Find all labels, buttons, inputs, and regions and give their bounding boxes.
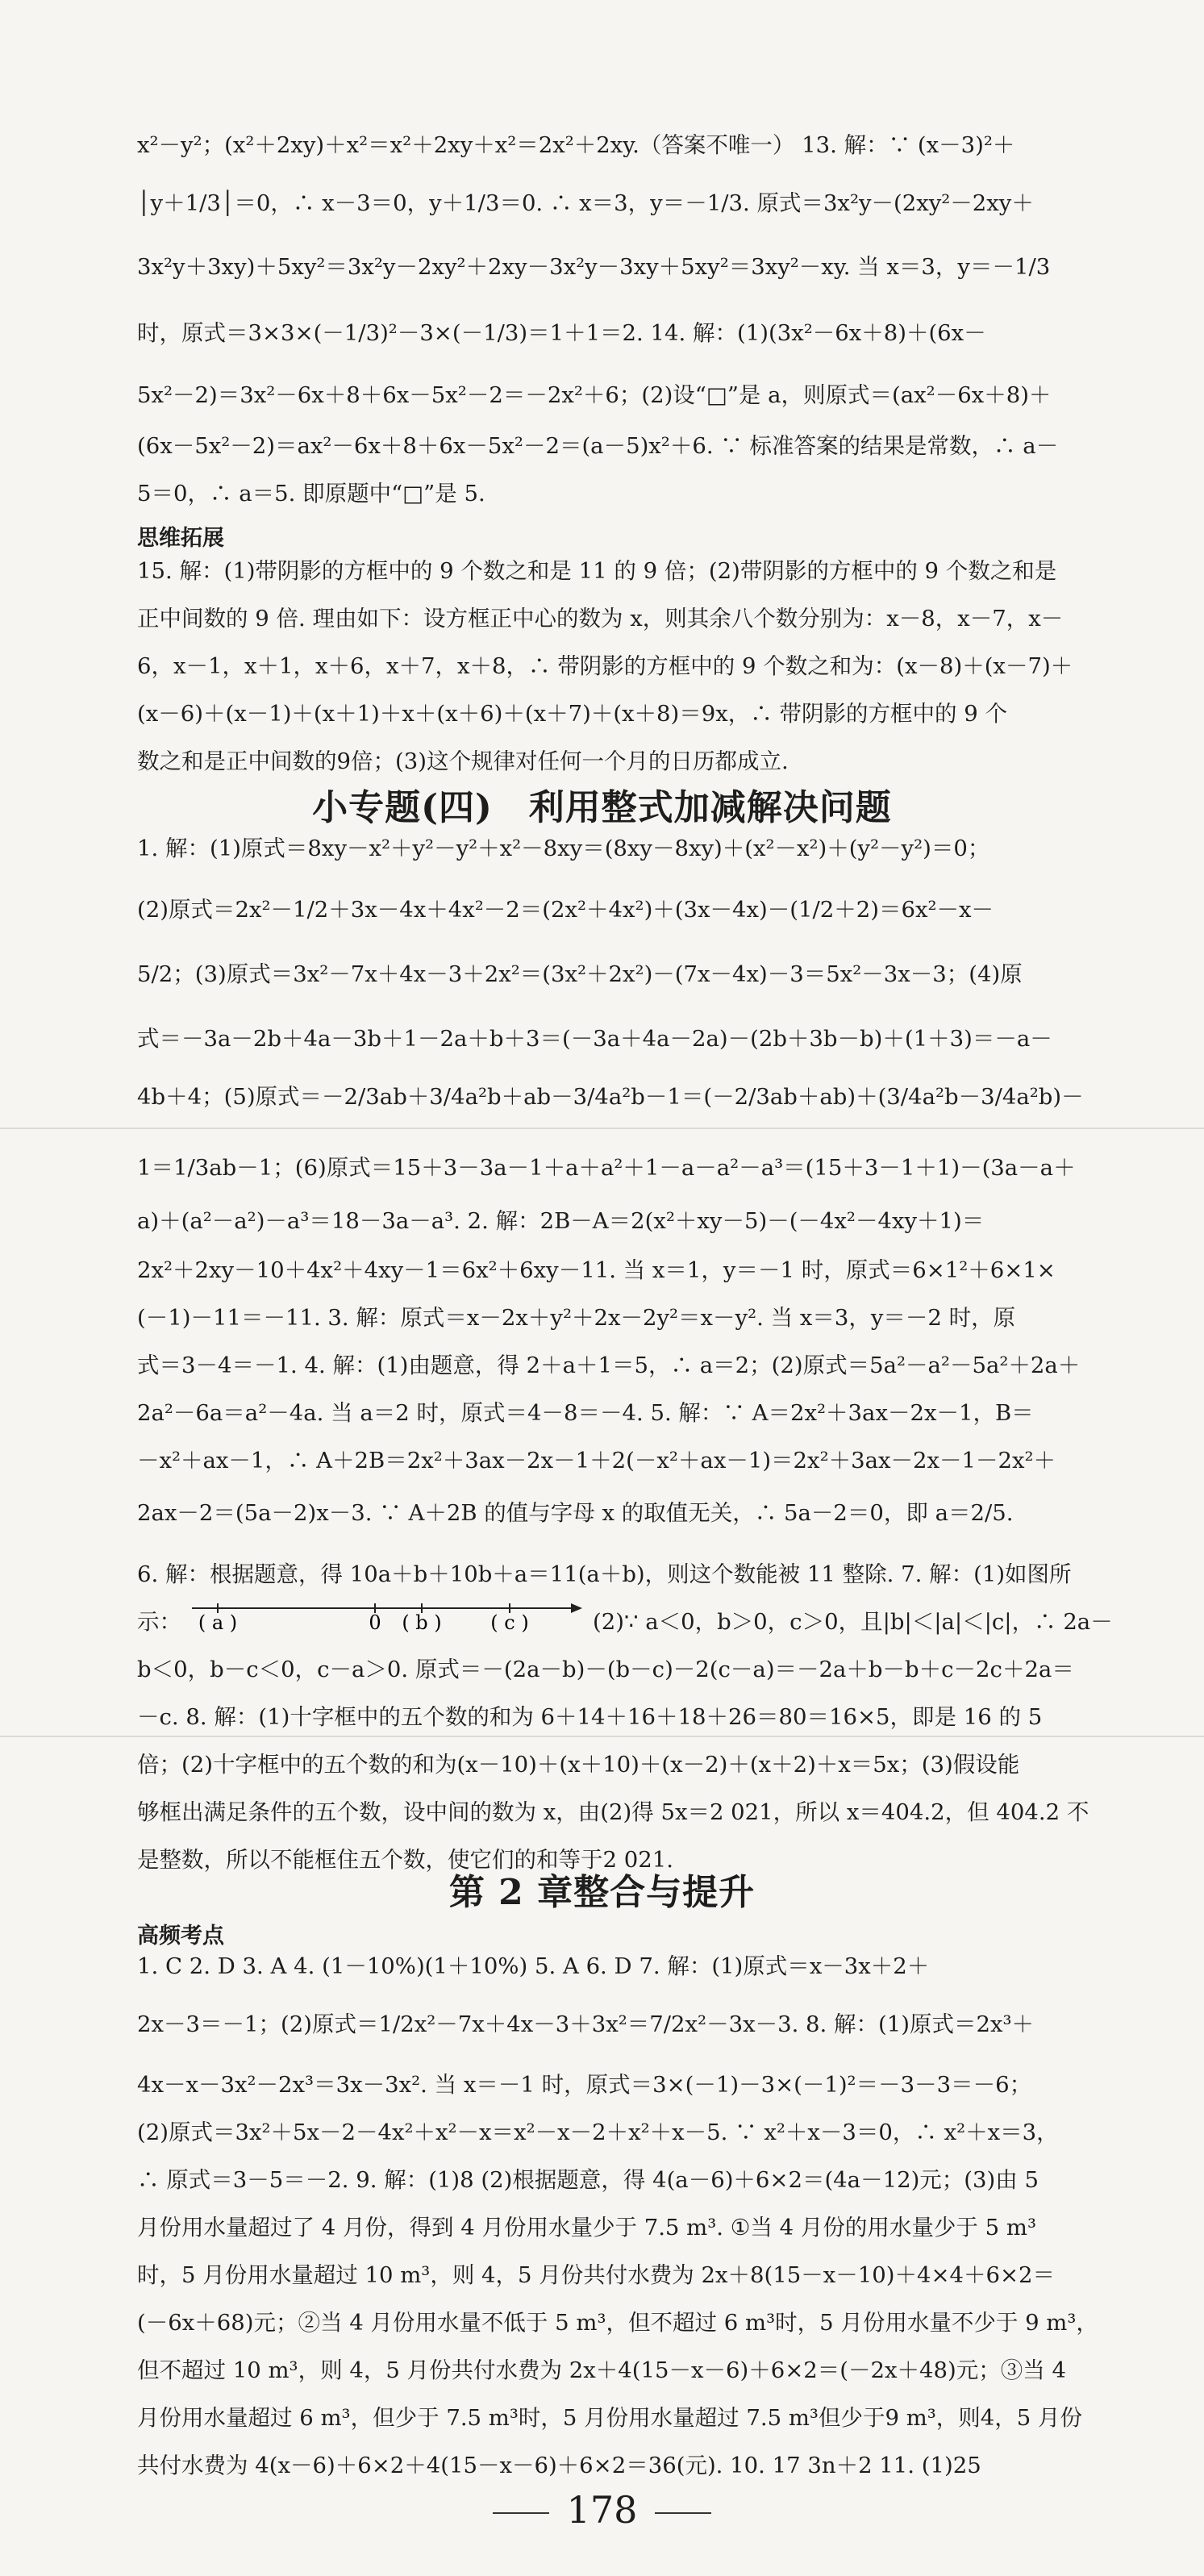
text-line: (2)原式＝3x²＋5x－2－4x²＋x²－x＝x²－x－2＋x²＋x－5. ∵ x²＋x－3＝0，∴ x²＋x＝3， xyxy=(137,2120,1059,2145)
text-line: 2ax－2＝(5a－2)x－3. ∵ A＋2B 的值与字母 x 的取值无关，∴ 5a－2＝0，即 a＝2/5. xyxy=(137,1500,1014,1526)
text-line: (2)∵ a＜0，b＞0，c＞0，且|b|＜|a|＜|c|，∴ 2a－ xyxy=(593,1609,1113,1635)
text-line: 时，原式＝3×3×(－1/3)²－3×(－1/3)＝1＋1＝2. 14. 解：(1)(3x²－6x＋8)＋(6x－ xyxy=(137,320,986,346)
text-line: a)＋(a²－a²)－a³＝18－3a－a³. 2. 解：2B－A＝2(x²＋xy－5)－(－4x²－4xy＋1)＝ xyxy=(137,1208,985,1234)
text-line: 2x－3＝－1；(2)原式＝1/2x²－7x＋4x－3＋3x²＝7/2x²－3x－3. 8. 解：(1)原式＝2x³＋ xyxy=(137,2011,1035,2037)
text-line: 月份用水量超过了 4 月份，得到 4 月份用水量少于 7.5 m³. ①当 4 月份的用水量少于 5 m³ xyxy=(137,2215,1036,2240)
text-line: b＜0，b－c＜0，c－a＞0. 原式＝－(2a－b)－(b－c)－2(c－a)＝－2a＋b－b＋c－2c＋2a＝ xyxy=(137,1657,1074,1682)
text-line: 1. C 2. D 3. A 4. (1－10%)(1＋10%) 5. A 6. D 7. 解：(1)原式＝x－3x＋2＋ xyxy=(137,1953,930,1979)
fold-line xyxy=(0,1736,1204,1737)
dash-left xyxy=(493,2512,549,2514)
text-line: 但不超过 10 m³，则 4，5 月份共付水费为 2x＋4(15－x－6)＋6×2＝(－2x＋48)元；③当 4 xyxy=(137,2357,1066,2383)
text-line: │y＋1/3│＝0，∴ x－3＝0，y＋1/3＝0. ∴ x＝3，y＝－1/3. 原式＝3x²y－(2xy²－2xy＋ xyxy=(137,190,1034,216)
text-line: 共付水费为 4(x－6)＋6×2＋4(15－x－6)＋6×2＝36(元). 10. 17 3n＋2 11. (1)25 xyxy=(137,2453,981,2478)
dash-right xyxy=(655,2512,711,2514)
text-line: (－6x＋68)元；②当 4 月份用水量不低于 5 m³，但不超过 6 m³时，5 月份用水量不少于 9 m³， xyxy=(137,2310,1098,2336)
text-line: 15. 解：(1)带阴影的方框中的 9 个数之和是 11 的 9 倍；(2)带阴影的方框中的 9 个数之和是 xyxy=(137,558,1057,584)
text-line: 2x²＋2xy－10＋4x²＋4xy－1＝6x²＋6xy－11. 当 x＝1，y＝－1 时，原式＝6×1²＋6×1× xyxy=(137,1257,1056,1283)
text-line: 倍；(2)十字框中的五个数的和为(x－10)＋(x＋10)＋(x－2)＋(x＋2)＋x＝5x；(3)假设能 xyxy=(137,1752,1020,1778)
chapter-title: 第 2 章整合与提升 xyxy=(448,1872,756,1913)
topic-title: 小专题(四) 利用整式加减解决问题 xyxy=(312,787,892,828)
text-line: 5＝0，∴ a＝5. 即原题中“□”是 5. xyxy=(137,481,485,506)
text-line: 式＝－3a－2b＋4a－3b＋1－2a＋b＋3＝(－3a＋4a－2a)－(2b＋3b－b)＋(1＋3)＝－a－ xyxy=(137,1026,1052,1052)
text-line: 3x²y＋3xy)＋5xy²＝3x²y－2xy²＋2xy－3x²y－3xy＋5xy²＝3xy²－xy. 当 x＝3，y＝－1/3 xyxy=(137,254,1051,280)
section-heading: 思维拓展 xyxy=(137,526,224,551)
label-b: ( b ) xyxy=(402,1611,442,1634)
text-line: 4b＋4；(5)原式＝－2/3ab＋3/4a²b＋ab－3/4a²b－1＝(－2/3ab＋ab)＋(3/4a²b－3/4a²b)－ xyxy=(137,1084,1084,1110)
text-line: 6. 解：根据题意，得 10a＋b＋10b＋a＝11(a＋b)，则这个数能被 11 整除. 7. 解：(1)如图所 xyxy=(137,1561,1072,1587)
text-line: ∴ 原式＝3－5＝－2. 9. 解：(1)8 (2)根据题意，得 4(a－6)＋6×2＝(4a－12)元；(3)由 5 xyxy=(137,2167,1039,2193)
text-line: 月份用水量超过 6 m³，但少于 7.5 m³时，5 月份用水量超过 7.5 m³但少于9 m³，则4，5 月份 xyxy=(137,2405,1083,2431)
label-a: ( a ) xyxy=(198,1611,238,1634)
text-line: 1. 解：(1)原式＝8xy－x²＋y²－y²＋x²－8xy＝(8xy－8xy)＋(x²－x²)＋(y²－y²)＝0； xyxy=(137,836,990,861)
text-line: 6，x－1，x＋1，x＋6，x＋7，x＋8，∴ 带阴影的方框中的 9 个数之和为：(x－8)＋(x－7)＋ xyxy=(137,653,1073,679)
number-line-arrow xyxy=(571,1603,582,1613)
text-line: －c. 8. 解：(1)十字框中的五个数的和为 6＋14＋16＋18＋26＝80＝16×5，即是 16 的 5 xyxy=(137,1704,1043,1730)
text-line: 4x－x－3x²－2x³＝3x－3x². 当 x＝－1 时，原式＝3×(－1)－3×(－1)²＝－3－3＝－6； xyxy=(137,2072,1032,2098)
page-number-text: 178 xyxy=(566,2488,638,2532)
text-line: 时，5 月份用水量超过 10 m³，则 4，5 月份共付水费为 2x＋8(15－x－10)＋4×4＋6×2＝ xyxy=(137,2262,1056,2288)
text-line: 式＝3－4＝－1. 4. 解：(1)由题意，得 2＋a＋1＝5，∴ a＝2；(2)原式＝5a²－a²－5a²＋2a＋ xyxy=(137,1353,1081,1378)
fold-line xyxy=(0,1128,1204,1129)
text-line: (6x－5x²－2)＝ax²－6x＋8＋6x－5x²－2＝(a－5)x²＋6. ∵ 标准答案的结果是常数，∴ a－ xyxy=(137,433,1059,459)
text-line: 1＝1/3ab－1；(6)原式＝15＋3－3a－1＋a＋a²＋1－a－a²－a³＝(15＋3－1＋1)－(3a－a＋ xyxy=(137,1155,1076,1181)
page-number xyxy=(0,2488,1204,2532)
text-line: 是整数，所以不能框住五个数，使它们的和等于2 021. xyxy=(137,1847,673,1873)
text-line: 数之和是正中间数的9倍；(3)这个规律对任何一个月的日历都成立. xyxy=(137,748,789,774)
text-line: －x²＋ax－1，∴ A＋2B＝2x²＋3ax－2x－1＋2(－x²＋ax－1)＝2x²＋3ax－2x－1－2x²＋ xyxy=(137,1448,1056,1473)
text-line: 正中间数的 9 倍. 理由如下：设方框正中心的数为 x，则其余八个数分别为：x－8，x－7，x－ xyxy=(137,606,1064,631)
label-c: ( c ) xyxy=(490,1611,529,1634)
section-heading: 高频考点 xyxy=(137,1924,224,1949)
text-line: (2)原式＝2x²－1/2＋3x－4x＋4x²－2＝(2x²＋4x²)＋(3x－4x)－(1/2＋2)＝6x²－x－ xyxy=(137,897,994,923)
label-zero: 0 xyxy=(369,1611,381,1634)
text-line: x²－y²；(x²＋2xy)＋x²＝x²＋2xy＋x²＝2x²＋2xy.（答案不唯一） 13. 解：∵ (x－3)²＋ xyxy=(137,132,1015,158)
text-line: 5/2；(3)原式＝3x²－7x＋4x－3＋2x²＝(3x²＋2x²)－(7x－4x)－3＝5x²－3x－3；(4)原 xyxy=(137,961,1023,987)
text-line: 够框出满足条件的五个数，设中间的数为 x，由(2)得 5x＝2 021，所以 x＝404.2，但 404.2 不 xyxy=(137,1799,1089,1825)
text-line: 5x²－2)＝3x²－6x＋8＋6x－5x²－2＝－2x²＋6；(2)设“□”是 a，则原式＝(ax²－6x＋8)＋ xyxy=(137,382,1052,408)
number-line-diagram xyxy=(168,1594,587,1634)
text-line: 2a²－6a＝a²－4a. 当 a＝2 时，原式＝4－8＝－4. 5. 解：∵ A＝2x²＋3ax－2x－1，B＝ xyxy=(137,1400,1034,1426)
text-line: 示： xyxy=(137,1609,181,1635)
text-line: (x－6)＋(x－1)＋(x＋1)＋x＋(x＋6)＋(x＋7)＋(x＋8)＝9x，∴ 带阴影的方框中的 9 个 xyxy=(137,701,1008,727)
text-line: (－1)－11＝－11. 3. 解：原式＝x－2x＋y²＋2x－2y²＝x－y². 当 x＝3，y＝－2 时，原 xyxy=(137,1305,1016,1331)
